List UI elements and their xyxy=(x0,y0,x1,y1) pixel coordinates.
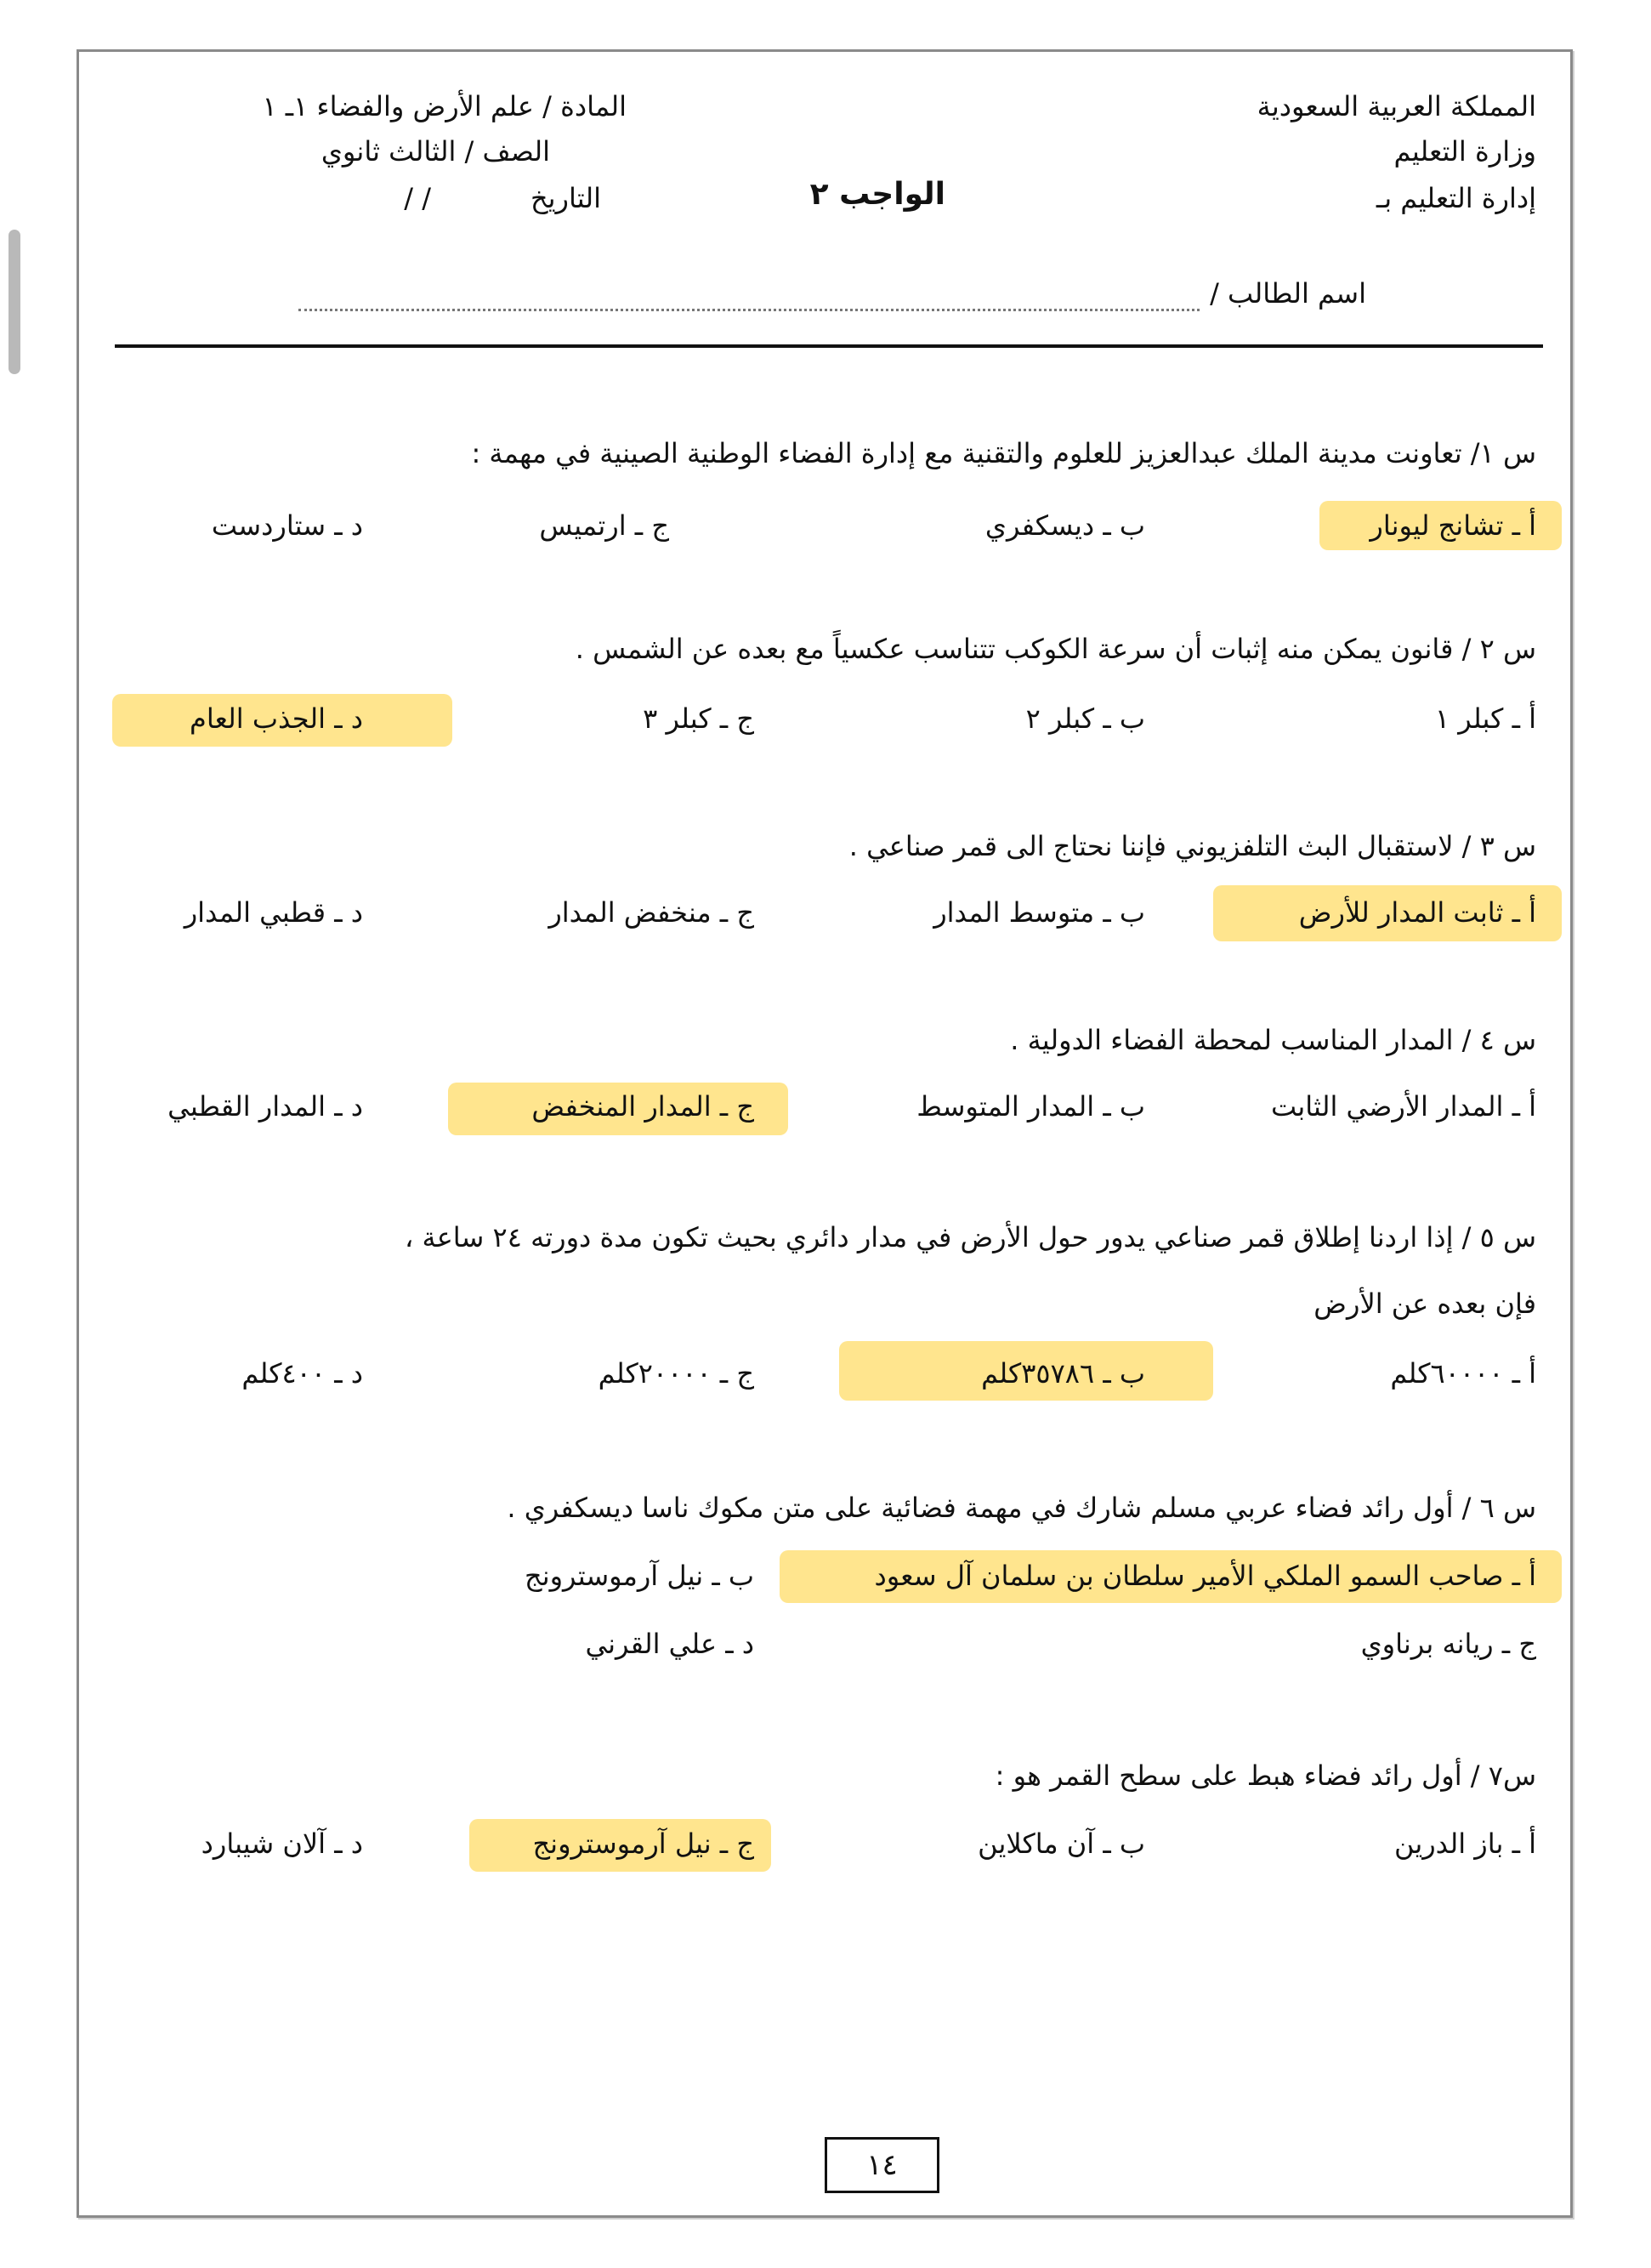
q7-option-b[interactable]: ب ـ آن ماكلاين xyxy=(978,1827,1145,1860)
q4-option-c[interactable]: ج ـ المدار المنخفض xyxy=(531,1090,754,1123)
q7-option-d[interactable]: د ـ آلان شيبارد xyxy=(201,1827,363,1860)
q1-option-a[interactable]: أ ـ تشانج ليونار xyxy=(1370,509,1536,542)
q1-option-c[interactable]: ج ـ ارتميس xyxy=(539,509,669,542)
q6-option-b[interactable]: ب ـ نيل آرموسترونج xyxy=(525,1560,754,1592)
q7-option-c[interactable]: ج ـ نيل آرموسترونج xyxy=(532,1827,754,1860)
q6-option-c[interactable]: ج ـ ريانه برناوي xyxy=(1360,1628,1536,1660)
header-department: إدارة التعليم بـ xyxy=(1376,182,1536,214)
q5-option-d[interactable]: د ـ ٤٠٠كلم xyxy=(241,1357,363,1390)
q5-option-b[interactable]: ب ـ ٣٥٧٨٦كلم xyxy=(981,1357,1145,1390)
student-name-line[interactable] xyxy=(298,309,1200,311)
q3-option-a[interactable]: أ ـ ثابت المدار للأرض xyxy=(1298,896,1536,929)
header-date-label: التاريخ xyxy=(530,182,601,214)
student-name-label: اسم الطالب / xyxy=(1210,277,1366,310)
question-4-text: س ٤ / المدار المناسب لمحطة الفضاء الدولية . xyxy=(1010,1024,1536,1056)
question-1-text: س ١/ تعاونت مدينة الملك عبدالعزيز للعلوم والتقنية مع إدارة الفضاء الوطنية الصينية في مهمة : xyxy=(471,437,1536,469)
q6-option-a[interactable]: أ ـ صاحب السمو الملكي الأمير سلطان بن سلمان آل سعود xyxy=(874,1560,1536,1592)
page-number: ١٤ xyxy=(825,2137,939,2193)
q3-option-b[interactable]: ب ـ متوسط المدار xyxy=(933,896,1145,929)
q2-option-b[interactable]: ب ـ كبلر ٢ xyxy=(1025,702,1145,735)
q5-option-c[interactable]: ج ـ ٢٠٠٠٠كلم xyxy=(598,1357,754,1390)
q5-option-a[interactable]: أ ـ ٦٠٠٠٠كلم xyxy=(1390,1357,1536,1390)
header-country: المملكة العربية السعودية xyxy=(1257,90,1536,122)
q2-option-d[interactable]: د ـ الجذب العام xyxy=(190,702,363,735)
q2-option-a[interactable]: أ ـ كبلر ١ xyxy=(1434,702,1536,735)
header-date-slashes: / / xyxy=(404,182,431,214)
q1-option-b[interactable]: ب ـ ديسكفري xyxy=(984,509,1145,542)
q1-option-d[interactable]: د ـ ستاردست xyxy=(211,509,363,542)
question-5-text: س ٥ / إذا اردنا إطلاق قمر صناعي يدور حول الأرض في مدار دائري بحيث تكون مدة دورته ٢٤ ساعة ، xyxy=(405,1221,1536,1253)
question-2-text: س ٢ / قانون يمكن منه إثبات أن سرعة الكوكب تتناسب عكسياً مع بعده عن الشمس . xyxy=(575,633,1536,665)
q3-option-c[interactable]: ج ـ منخفض المدار xyxy=(548,896,754,929)
q7-option-a[interactable]: أ ـ باز الدرين xyxy=(1393,1827,1536,1860)
header-divider xyxy=(115,344,1543,348)
q4-option-d[interactable]: د ـ المدار القطبي xyxy=(167,1090,363,1123)
q2-option-c[interactable]: ج ـ كبلر ٣ xyxy=(643,702,754,735)
q3-option-d[interactable]: د ـ قطبي المدار xyxy=(184,896,363,929)
q4-option-b[interactable]: ب ـ المدار المتوسط xyxy=(916,1090,1145,1123)
question-6-text: س ٦ / أول رائد فضاء عربي مسلم شارك في مهمة فضائية على متن مكوك ناسا ديسكفري . xyxy=(507,1492,1536,1524)
header-subject: المادة / علم الأرض والفضاء ١ـ ١ xyxy=(262,90,627,122)
question-3-text: س ٣ / لاستقبال البث التلفزيوني فإننا نحتاج الى قمر صناعي . xyxy=(848,830,1536,862)
scrollbar-thumb[interactable] xyxy=(9,230,20,374)
q6-option-d[interactable]: د ـ علي القرني xyxy=(585,1628,754,1660)
q4-option-a[interactable]: أ ـ المدار الأرضي الثابت xyxy=(1270,1090,1536,1123)
question-7-text: س٧ / أول رائد فضاء هبط على سطح القمر هو : xyxy=(995,1759,1536,1792)
question-5-text-2: فإن بعده عن الأرض xyxy=(1313,1287,1536,1320)
page-title: الواجب ٢ xyxy=(809,177,945,212)
header-ministry: وزارة التعليم xyxy=(1393,135,1536,168)
worksheet-page xyxy=(77,49,1573,2218)
header-grade: الصف / الثالث ثانوي xyxy=(321,135,550,168)
